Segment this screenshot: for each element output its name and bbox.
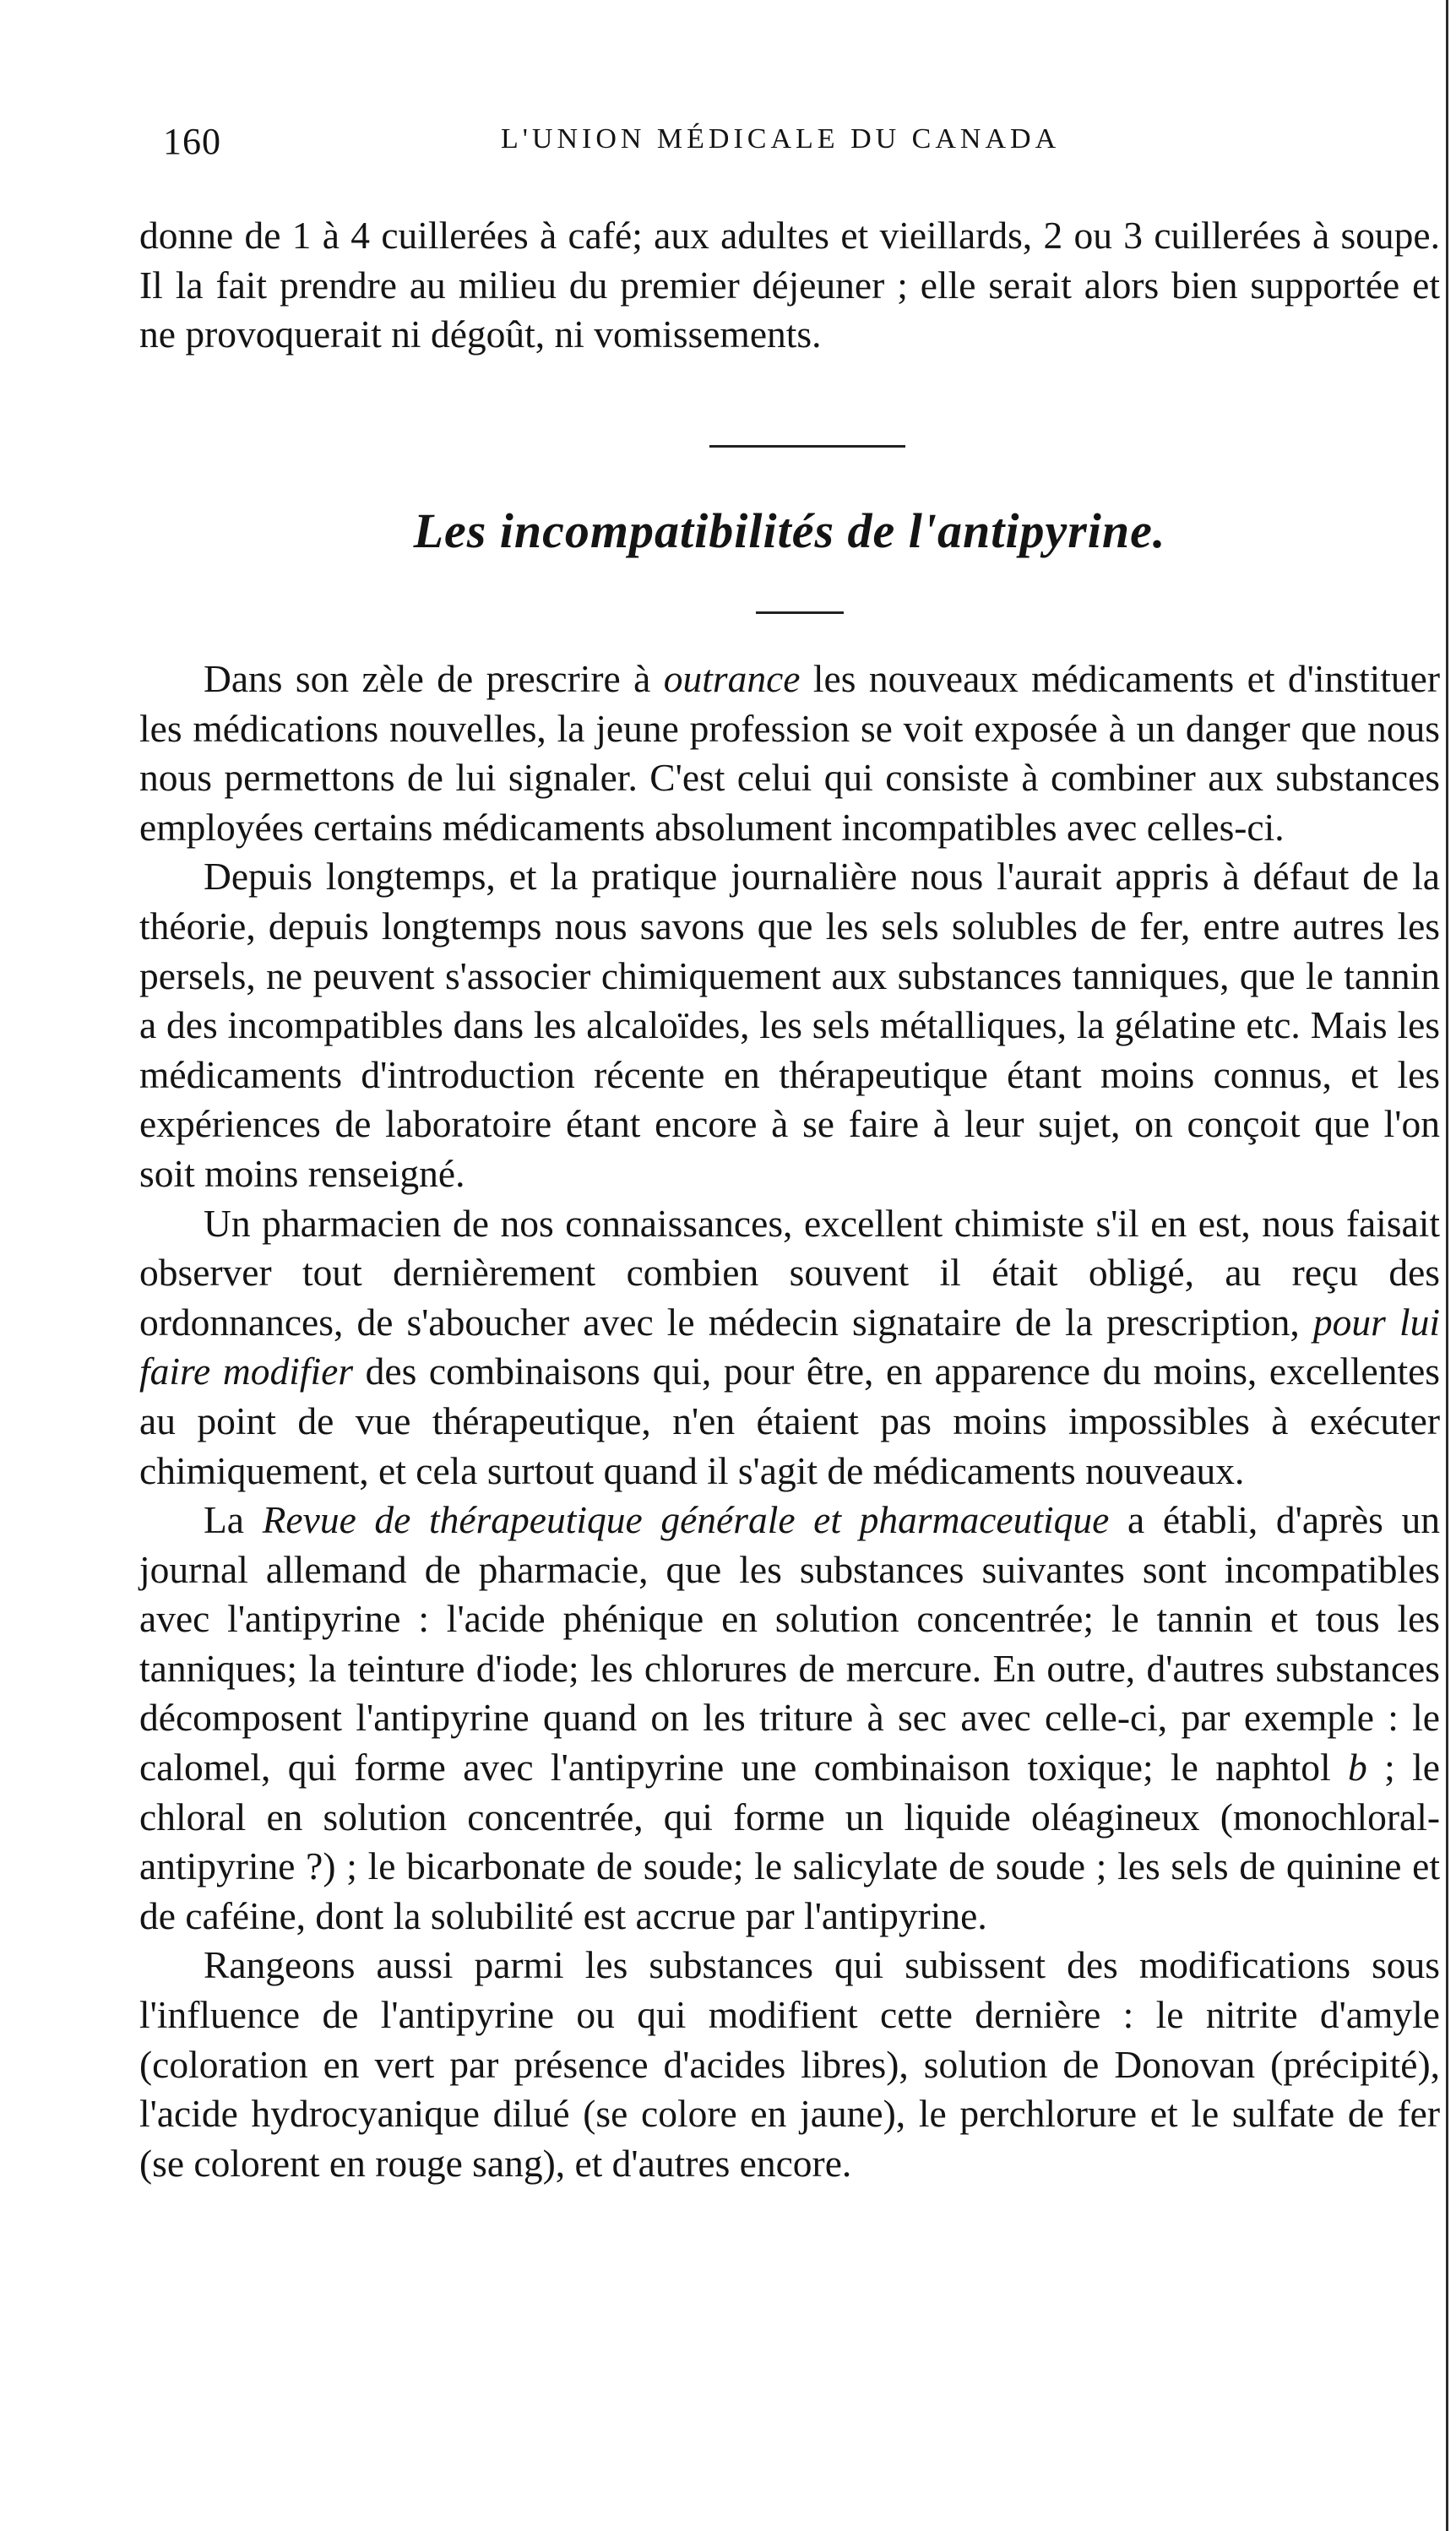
continued-paragraph: [139, 211, 1440, 360]
italic-text: b: [1348, 1746, 1367, 1790]
paragraph-text: ; le chloral en solution concentrée, qui forme un liquide oléagineux (monochloral-antipyrine ?) ; le bicarbonate de soude; le salicylate de soude ; les sels de quinine et de caféine, dont la solubilité est accrue par l'antipyrine.: [139, 1746, 1440, 1937]
italic-text: outrance: [663, 657, 801, 700]
article-title: Les incompatibilités de l'antipyrine.: [413, 503, 1166, 558]
paragraph: donne de 1 à 4 cuillerées à café; aux adultes et vieillards, 2 ou 3 cuillerées à soupe. Il la fait prendre au milieu du premier déjeuner ; elle serait alors bien supportée et ne provoquerait ni dégoût, ni vomissements.: [139, 214, 1440, 356]
paragraph-text: Un pharmacien de nos connaissances, excellent chimiste s'il en est, nous faisait observer tout dernièrement combien souvent il était obligé, au reçu des ordonnances, de s'aboucher avec le médecin signataire de la prescription,: [139, 1201, 1440, 1344]
paragraph-5: Rangeons aussi parmi les substances qui subissent des modifications sous l'influence de l'antipyrine ou qui modifient cette dernière : le nitrite d'amyle (coloration en vert par présence d'acides libres), solution de Donovan (précipité), l'acide hydrocyanique dilué (se colore en jaune), le perchlorure et le sulfate de fer (se colorent en rouge sang), et d'autres encore.: [139, 1943, 1440, 2185]
paragraph-3: [139, 1199, 1440, 1496]
paragraph-text: les nouveaux médicaments et d'instituer les médications nouvelles, la jeune profession se voit exposée à un danger que nous nous permettons de lui signaler. C'est celui qui consiste à combiner aux substances employées certains médicaments absolument incompatibles avec celles-ci.: [139, 657, 1440, 849]
page-edge-rule: [1446, 0, 1448, 2531]
italic-text: pour lui faire modifier: [139, 1300, 1440, 1393]
journal-title: L'UNION MÉDICALE DU CANADA: [501, 123, 1061, 155]
paragraph-1: [139, 654, 1440, 852]
article-body: [139, 654, 1440, 2188]
paragraph-text: a établi, d'après un journal allemand de pharmacie, que les substances suivantes sont incompatibles avec l'antipyrine : l'acide phénique en solution concentrée; le tannin et tous les tanniques; la teinture d'iode; les chlorures de mercure. En outre, d'autres substances décomposent l'antipyrine quand on les triture à sec avec celle-ci, par exemple : le calomel, qui forme avec l'antipyrine une combinaison toxique; le naphtol: [139, 1498, 1440, 1790]
paragraph-text: La: [204, 1498, 263, 1542]
journal-citation: Revue de thérapeutique générale et pharmaceutique: [262, 1498, 1110, 1542]
paragraph-text: des combinaisons qui, pour être, en apparence du moins, excellentes au point de vue thérapeutique, n'en étaient pas moins impossibles à exécuter chimiquement, et cela surtout quand il s'agit de médicaments nouveaux.: [139, 1350, 1440, 1492]
page-number: 160: [163, 121, 221, 162]
paragraph-text: Dans son zèle de prescrire à: [204, 657, 664, 700]
paragraph-2: Depuis longtemps, et la pratique journalière nous l'aurait appris à défaut de la théorie, depuis longtemps nous savons que les sels solubles de fer, entre autres les persels, ne peuvent s'associer chimiquement aux substances tanniques, que le tannin a des incompatibles dans les alcaloïdes, les sels métalliques, la gélatine etc. Mais les médicaments d'introduction récente en thérapeutique étant moins connus, et les expériences de laboratoire étant encore à se faire à leur sujet, on conçoit que l'on soit moins renseigné.: [139, 855, 1440, 1195]
section-divider-short: [756, 611, 844, 614]
running-head: [163, 120, 1430, 171]
paragraph-4: [139, 1496, 1440, 1941]
section-divider-long: [709, 445, 905, 448]
